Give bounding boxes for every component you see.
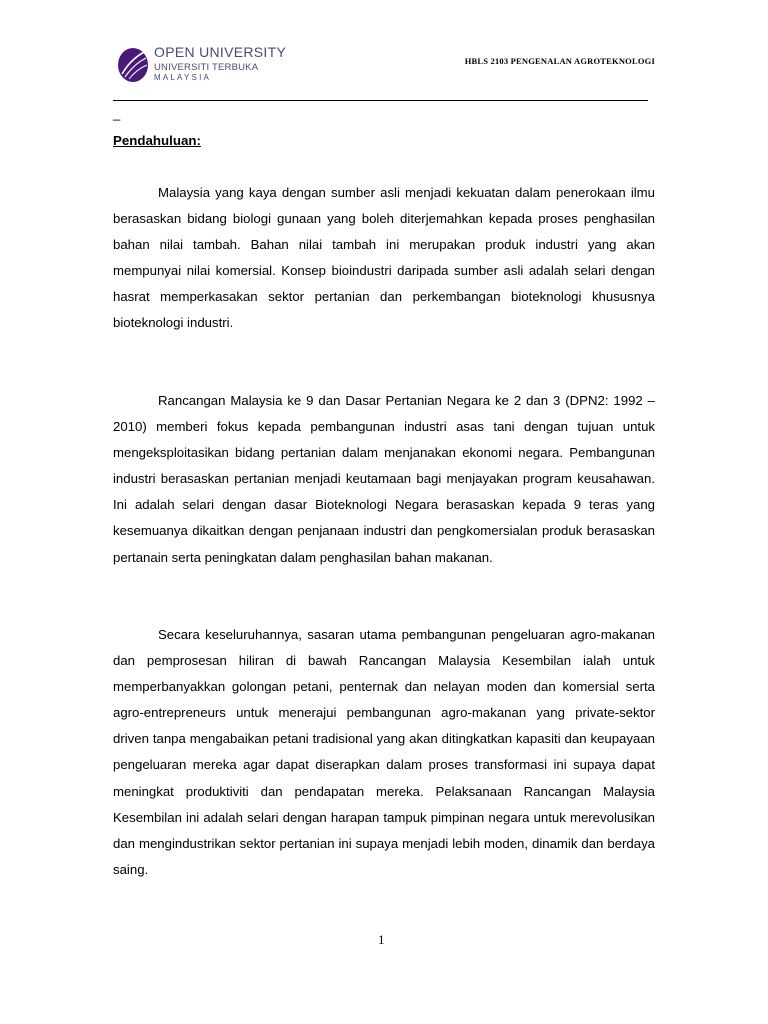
section-heading: Pendahuluan: xyxy=(113,133,201,148)
university-emblem-icon xyxy=(116,44,150,84)
paragraph-3: Secara keseluruhannya, sasaran utama pembangunan pengeluaran agro-makanan dan pemprosesan hiliran di bawah Rancangan Malaysia Kesembilan ialah untuk memperbanyakkan golongan petani, penternak dan nelayan moden dan komersial serta agro-entrepreneurs untuk menerajui pembangunan agro-makanan yang private-sektor driven tanpa mengabaikan petani tradisional yang akan ditingkatkan kapasiti dan keupayaan pengeluaran mereka agar dapat diserapkan dalam proses transformasi ini supaya dapat meningkat produktiviti dan pendapatan mereka. Pelaksanaan Rancangan Malaysia Kesembilan ini adalah selari dengan harapan tampuk pimpinan negara untuk merevolusikan dan mengindustrikan sektor pertanian ini supaya menjadi lebih moden, dinamik dan berdaya saing. xyxy=(113,627,655,877)
logo-university-name-malay: UNIVERSITI TERBUKA xyxy=(154,62,259,73)
page-number: 1 xyxy=(378,932,385,947)
course-title-header: HBLS 2103 PENGENALAN AGROTEKNOLOGI xyxy=(464,56,655,66)
university-logo xyxy=(116,44,286,86)
logo-university-name: OPEN UNIVERSITY xyxy=(154,44,287,60)
header-divider xyxy=(113,100,648,101)
logo-country: MALAYSIA xyxy=(154,73,212,82)
paragraph-2: Rancangan Malaysia ke 9 dan Dasar Pertanian Negara ke 2 dan 3 (DPN2: 1992 – 2010) memberi fokus kepada pembangunan industri asas tani dengan tujuan untuk mengeksploitasikan bidang pertanian dalam menjanakan ekonomi negara. Pembangunan industri berasaskan pertanian menjadi keutamaan bagi menjayakan program keusahawan. Ini adalah selari dengan dasar Bioteknologi Negara berasaskan kepada 9 teras yang kesemuanya dikaitkan dengan penjanaan industri dan pengkomersialan produk berasaskan pertanain serta peningkatan dalam penghasilan bahan makanan. xyxy=(113,393,655,565)
header-underscore: _ xyxy=(113,106,121,121)
paragraph-1: Malaysia yang kaya dengan sumber asli menjadi kekuatan dalam penerokaan ilmu berasaskan bidang biologi gunaan yang boleh diterjemahkan kepada proses penghasilan bahan nilai tambah. Bahan nilai tambah ini merupakan produk industri yang akan mempunyai nilai komersial. Konsep bioindustri daripada sumber asli adalah selari dengan hasrat memperkasakan sektor pertanian dan perkembangan bioteknologi khususnya bioteknologi industri. xyxy=(113,185,655,331)
